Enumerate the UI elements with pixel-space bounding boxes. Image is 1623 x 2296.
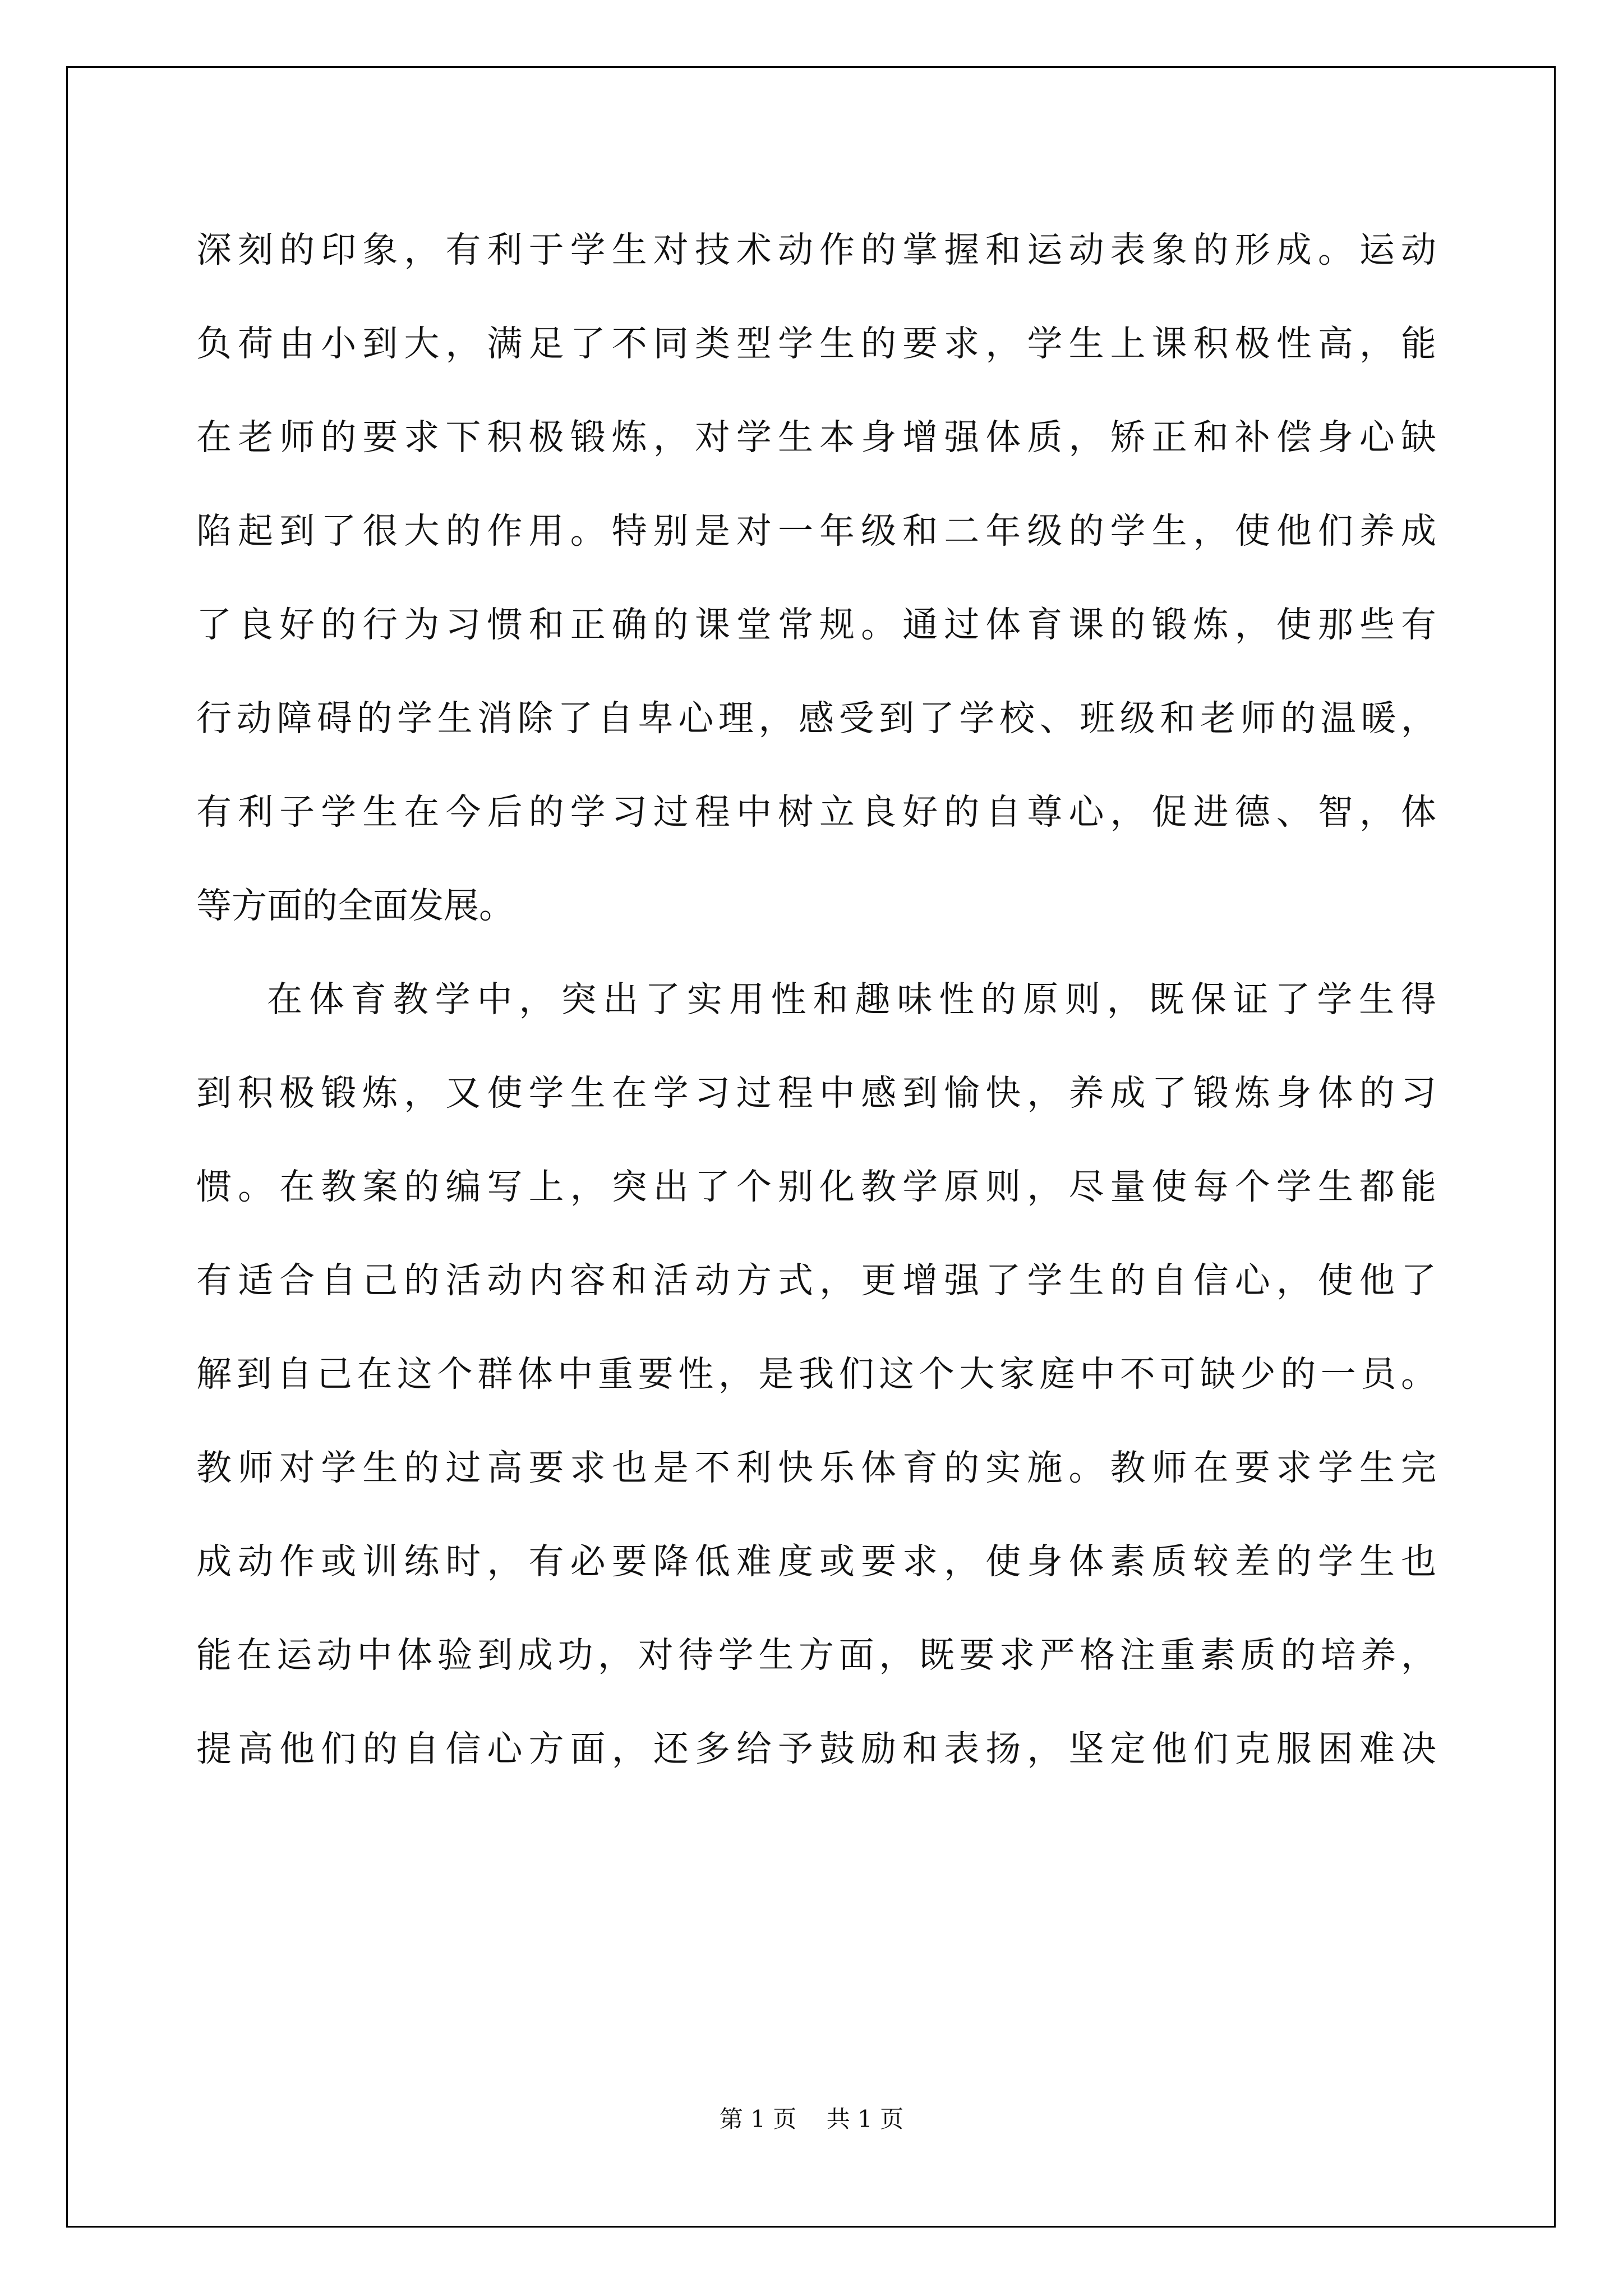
text-line: 成动作或训练时，有必要降低难度或要求，使身体素质较差的学生也 [196,1541,1436,1582]
text-line: 了良好的行为习惯和正确的课堂常规。通过体育课的锻炼，使那些有 [196,604,1436,645]
text-line: 解到自己在这个群体中重要性，是我们这个大家庭中不可缺少的一员。 [196,1354,1436,1395]
text-line: 提高他们的自信心方面，还多给予鼓励和表扬，坚定他们克服困难决 [196,1728,1436,1769]
text-line: 深刻的印象，有利于学生对技术动作的掌握和运动表象的形成。运动 [196,229,1436,270]
text-line: 到积极锻炼，又使学生在学习过程中感到愉快，养成了锻炼身体的习 [196,1073,1436,1114]
text-line: 在老师的要求下积极锻炼，对学生本身增强体质，矫正和补偿身心缺 [196,417,1436,458]
text-line: 陷起到了很大的作用。特别是对一年级和二年级的学生，使他们养成 [196,510,1436,551]
text-line: 能在运动中体验到成功，对待学生方面，既要求严格注重素质的培养， [196,1635,1436,1676]
text-line: 等方面的全面发展。 [196,885,514,926]
text-line: 有利子学生在今后的学习过程中树立良好的自尊心，促进德、智，体 [196,792,1436,832]
page-number: 第 1 页 共 1 页 [719,2105,904,2133]
paragraph-first-line: 在体育教学中，突出了实用性和趣味性的原则，既保证了学生得 [267,979,1436,1020]
text-line: 有适合自己的活动内容和活动方式，更增强了学生的自信心，使他了 [196,1260,1436,1301]
text-line: 负荷由小到大，满足了不同类型学生的要求，学生上课积极性高，能 [196,323,1436,364]
document-body [196,222,1436,1815]
text-line: 行动障碍的学生消除了自卑心理，感受到了学校、班级和老师的温暖， [196,698,1436,739]
text-line: 惯。在教案的编写上，突出了个别化教学原则，尽量使每个学生都能 [196,1166,1436,1207]
text-line: 教师对学生的过高要求也是不利快乐体育的实施。教师在要求学生完 [196,1447,1436,1488]
